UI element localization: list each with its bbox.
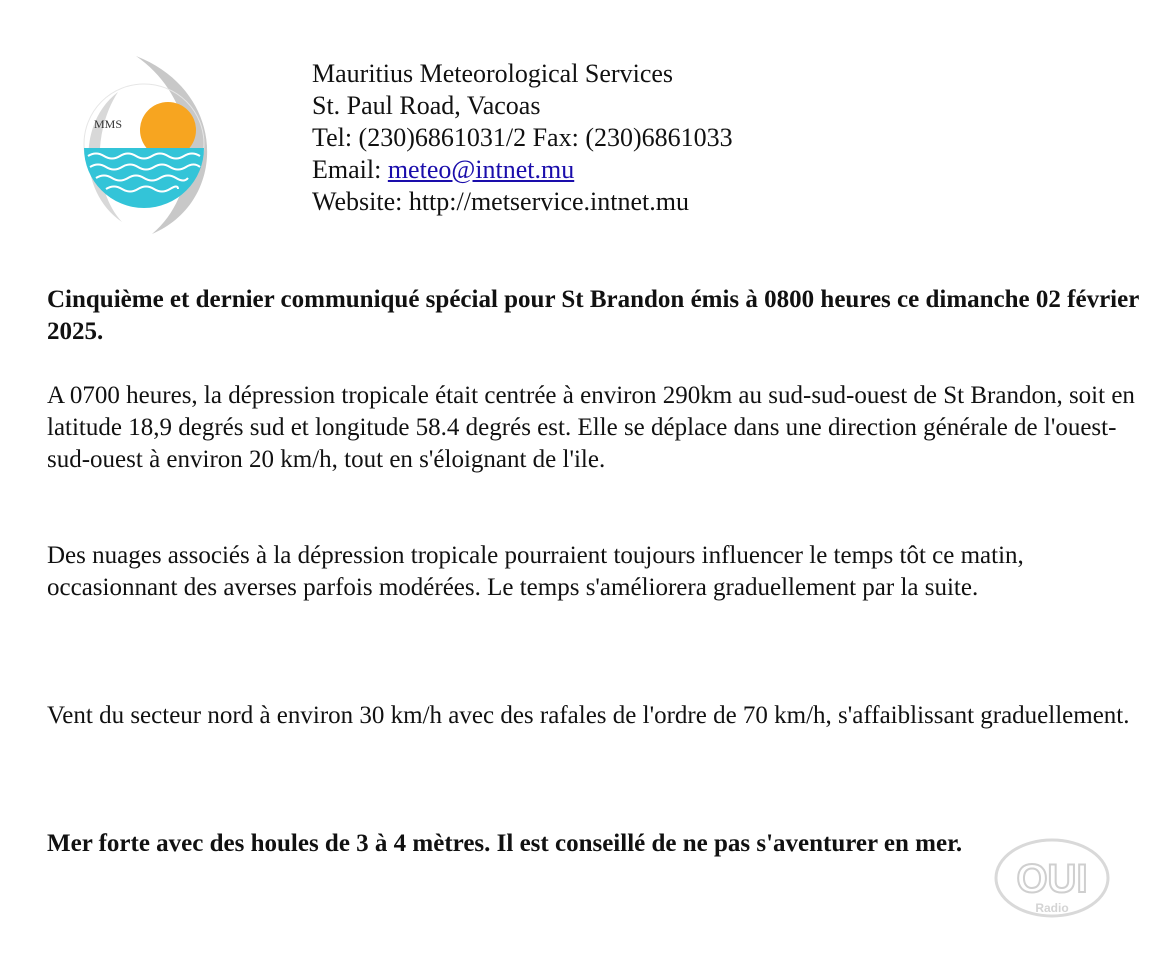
- email-link[interactable]: meteo@intnet.mu: [387, 155, 575, 184]
- radio-watermark-logo: [992, 836, 1112, 922]
- paragraph-weather: Des nuages associés à la dépression tropicale pourraient toujours influencer le temps tôt ce matin, occasionnant des averses parfois modérées. Le temps s'améliorera graduellement par la suite.: [47, 542, 1024, 601]
- bulletin-title: Cinquième et dernier communiqué spécial pour St Brandon émis à 0800 heures ce dimanche 02 février 2025.: [47, 286, 1139, 345]
- mms-logo: [78, 52, 212, 236]
- paragraph-wind: Vent du secteur nord à environ 30 km/h avec des rafales de l'ordre de 70 km/h, s'affaiblissant graduellement.: [47, 702, 1130, 729]
- email-label: Email:: [312, 155, 388, 184]
- email-line: [312, 154, 733, 186]
- header-contact: [312, 58, 733, 218]
- org-name: Mauritius Meteorological Services: [312, 59, 674, 88]
- watermark-sub: Radio: [1035, 901, 1069, 915]
- website: Website: http://metservice.intnet.mu: [312, 187, 689, 216]
- phone-fax: Tel: (230)6861031/2 Fax: (230)6861033: [312, 123, 733, 152]
- logo-text: MMS: [94, 117, 123, 131]
- address: St. Paul Road, Vacoas: [312, 91, 541, 120]
- paragraph-position: A 0700 heures, la dépression tropicale était centrée à environ 290km au sud-sud-ouest de St Brandon, soit en latitude 18,9 degrés sud et longitude 58.4 degrés est. Elle se déplace dans une direction générale de l'ouest-sud-ouest à environ 20 km/h, tout en s'éloignant de l'ile.: [47, 382, 1135, 473]
- watermark-brand: OUI: [1016, 857, 1088, 901]
- paragraph-sea: Mer forte avec des houles de 3 à 4 mètres. Il est conseillé de ne pas s'aventurer en mer.: [47, 830, 963, 857]
